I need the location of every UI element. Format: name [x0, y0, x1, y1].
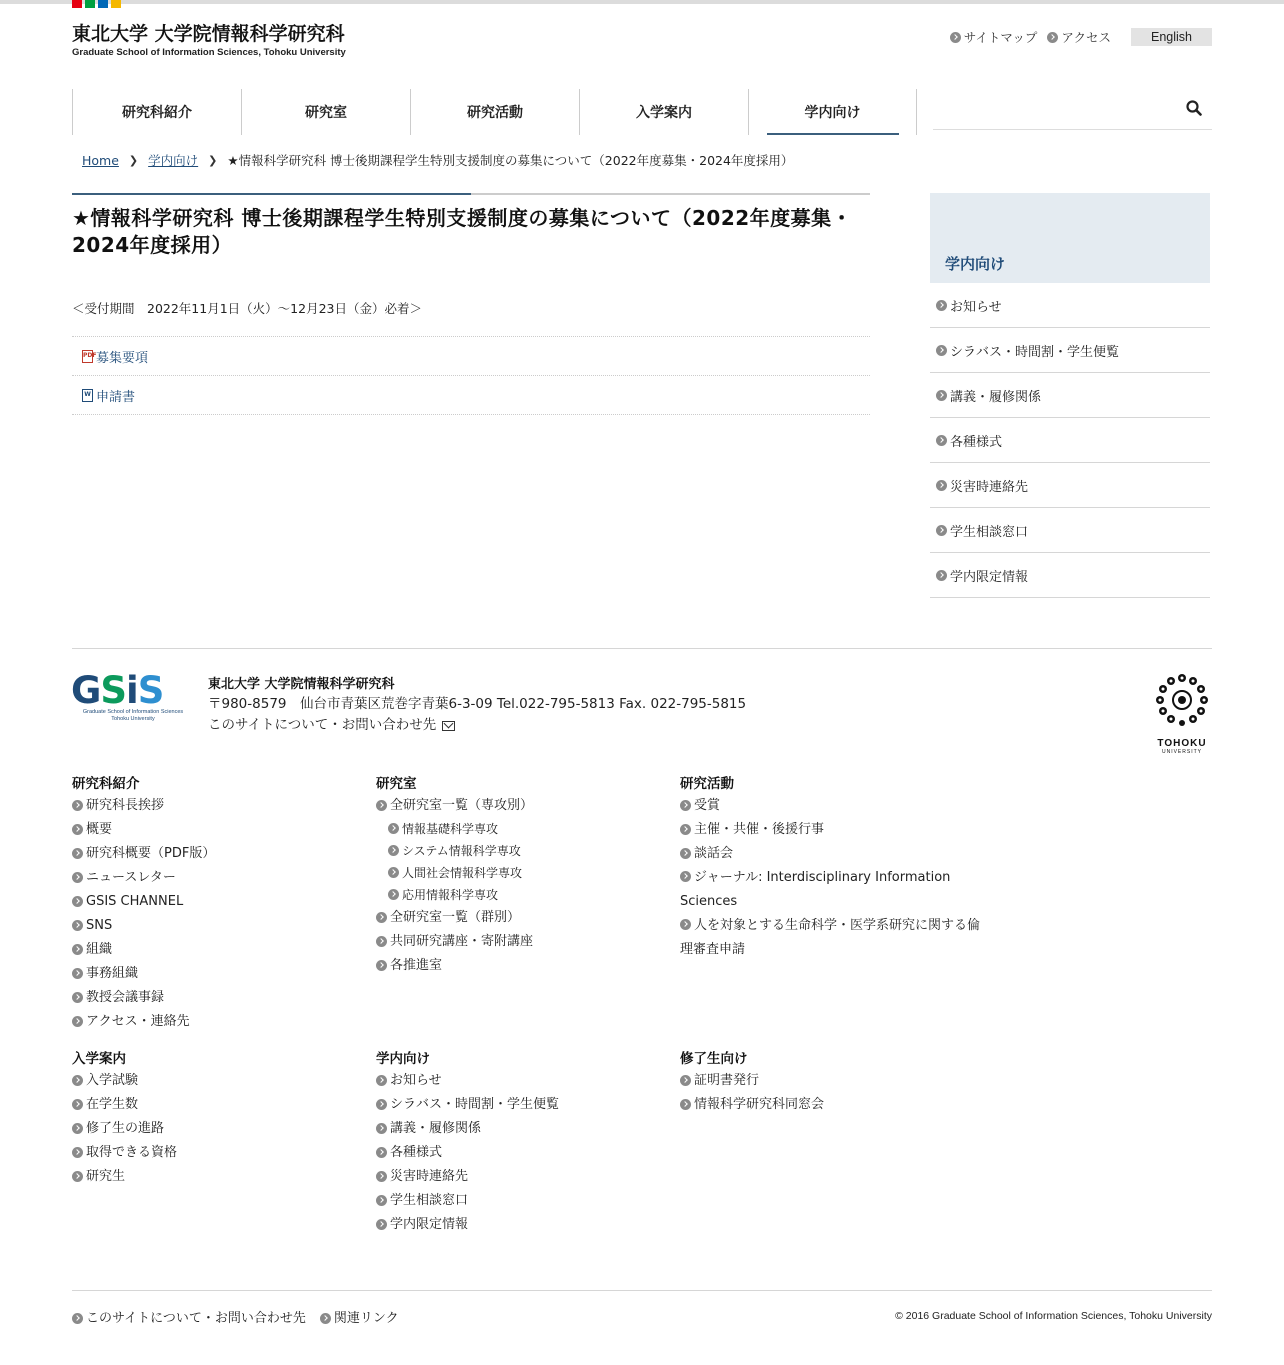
chevron-circle-icon	[72, 1313, 83, 1324]
access-link-label: アクセス	[1061, 30, 1111, 45]
sidebar-item-syllabus[interactable]	[930, 328, 1210, 373]
footer-col-alumni	[680, 1049, 980, 1117]
chevron-circle-icon	[936, 390, 947, 401]
footer-link-label: 研究科長挨拶	[86, 798, 165, 813]
chevron-circle-icon	[72, 824, 83, 835]
color-swatch-green	[85, 0, 95, 8]
footer-sublink[interactable]	[376, 884, 676, 906]
footer-link[interactable]	[72, 1069, 372, 1093]
nav-item-admission[interactable]: 入学案内	[579, 89, 748, 135]
chevron-circle-icon	[388, 889, 399, 900]
mail-icon	[442, 721, 455, 731]
footer-link-label: 各種様式	[390, 1145, 443, 1160]
chevron-circle-icon	[680, 1099, 691, 1110]
chevron-circle-icon	[388, 845, 399, 856]
breadcrumb-parent[interactable]: 学内向け	[148, 153, 199, 168]
footer-link-label: 講義・履修関係	[390, 1121, 482, 1136]
chevron-circle-icon	[72, 1123, 83, 1134]
page-title: ★情報科学研究科 博士後期課程学生特別支援制度の募集について（2022年度募集・2024年度採用）	[72, 206, 853, 257]
footer-link[interactable]	[72, 794, 372, 818]
footer-col-title[interactable]: 研究科紹介	[72, 776, 140, 792]
site-logo-japanese: 東北大学 大学院情報科学研究科	[72, 23, 345, 45]
footer-link[interactable]	[72, 938, 372, 962]
chevron-circle-icon	[376, 1099, 387, 1110]
footer-link-label: 学生相談窓口	[390, 1193, 469, 1208]
sidebar-item-courses[interactable]	[930, 373, 1210, 418]
search-box[interactable]	[933, 89, 1212, 130]
footer-link[interactable]	[72, 1010, 372, 1034]
footer-link-label: 各推進室	[390, 958, 443, 973]
footer-link[interactable]	[680, 794, 980, 818]
footer-link[interactable]	[376, 1189, 676, 1213]
gsis-letter-i: i	[126, 669, 138, 712]
footer-link-label: お知らせ	[390, 1073, 442, 1088]
footer-link[interactable]	[376, 1117, 676, 1141]
chevron-circle-icon	[936, 480, 947, 491]
footer-link-label: 修了生の進路	[86, 1121, 165, 1136]
pdf-icon: PDF	[82, 350, 93, 363]
footer-col-labs	[376, 774, 676, 978]
footer-link[interactable]	[72, 962, 372, 986]
breadcrumb-current: ★情報科学研究科 博士後期課程学生特別支援制度の募集について（2022年度募集・2024年度採用）	[227, 153, 794, 168]
breadcrumb-home[interactable]: Home	[82, 152, 119, 168]
footer-col-title[interactable]: 学内向け	[376, 1051, 430, 1067]
footer-address: 〒980-8579 仙台市青葉区荒巻字青葉6-3-09 Tel.022-795-5813 Fax. 022-795-5815	[208, 696, 747, 712]
bottom-link-about[interactable]	[72, 1307, 306, 1331]
footer-link[interactable]	[72, 986, 372, 1010]
chevron-circle-icon	[376, 912, 387, 923]
chevron-circle-icon	[320, 1313, 331, 1324]
sidebar-item-restricted[interactable]	[930, 553, 1210, 598]
sidebar-item-label: 学内限定情報	[950, 569, 1029, 585]
application-period: ＜受付期間 2022年11月1日（火）～12月23日（金）必着＞	[72, 299, 870, 337]
footer-link-label: 全研究室一覧（群別）	[390, 910, 521, 925]
footer-divider	[72, 648, 1212, 649]
footer-contact-label: このサイトについて・お問い合わせ先	[208, 717, 437, 733]
main-content	[72, 193, 870, 415]
footer-link[interactable]	[72, 1141, 372, 1165]
footer-sublink[interactable]	[376, 840, 676, 862]
footer-col-title[interactable]: 研究活動	[680, 776, 734, 792]
chevron-circle-icon	[388, 823, 399, 834]
footer-link[interactable]	[376, 1165, 676, 1189]
chevron-circle-icon	[72, 1016, 83, 1027]
chevron-circle-icon	[72, 896, 83, 907]
english-button[interactable]: English	[1131, 28, 1212, 46]
sidebar-title[interactable]: 学内向け	[945, 255, 1006, 273]
footer-link-label: 談話会	[694, 846, 734, 861]
chevron-circle-icon	[936, 435, 947, 446]
chevron-right-icon: ❯	[128, 153, 139, 167]
global-nav	[72, 89, 917, 135]
footer-link[interactable]	[72, 1165, 372, 1189]
footer-link[interactable]	[680, 1069, 980, 1093]
gsis-logo-subtitle: Graduate School of Information Sciences	[82, 709, 184, 715]
footer-sublink[interactable]	[376, 818, 676, 840]
sidebar-item-label: お知らせ	[950, 299, 1002, 315]
sidebar-header	[930, 193, 1210, 283]
footer-link[interactable]	[376, 1141, 676, 1165]
access-link[interactable]	[1047, 28, 1111, 46]
chevron-circle-icon	[680, 871, 691, 882]
chevron-circle-icon	[376, 800, 387, 811]
footer-link-label: 人間社会情報科学専攻	[402, 866, 523, 880]
sidebar-item-label: シラバス・時間割・学生便覧	[950, 344, 1120, 360]
footer-link[interactable]	[376, 1069, 676, 1093]
gsis-logo-subtitle-2: Tohoku University	[111, 716, 155, 722]
sidebar-item-label: 学生相談窓口	[950, 524, 1029, 540]
chevron-circle-icon	[72, 848, 83, 859]
site-logo[interactable]	[72, 22, 346, 58]
footer-link[interactable]	[376, 930, 676, 954]
footer-link-label: 研究生	[86, 1169, 126, 1184]
gsis-letter-s: S	[100, 669, 127, 712]
chevron-circle-icon	[72, 992, 83, 1003]
footer-link-label: 災害時連絡先	[390, 1169, 469, 1184]
footer-link[interactable]	[376, 1213, 676, 1237]
footer-link[interactable]	[680, 914, 980, 962]
footer-link-label: アクセス・連絡先	[86, 1014, 190, 1029]
footer-sublink[interactable]	[376, 862, 676, 884]
breadcrumb	[82, 151, 793, 169]
footer-col-title[interactable]: 修了生向け	[680, 1051, 748, 1067]
brand-color-bar	[72, 0, 124, 8]
footer-link-label: 取得できる資格	[86, 1145, 178, 1160]
chevron-circle-icon	[1047, 32, 1058, 43]
nav-item-labs[interactable]: 研究室	[241, 89, 410, 135]
sidebar-item-label: 講義・履修関係	[950, 389, 1042, 405]
nav-item-intro[interactable]: 研究科紹介	[72, 89, 241, 135]
chevron-right-icon: ❯	[208, 153, 218, 167]
bottom-link-label: このサイトについて・お問い合わせ先	[86, 1311, 306, 1326]
footer-link-label: 概要	[86, 822, 113, 837]
chevron-circle-icon	[72, 1099, 83, 1110]
chevron-circle-icon	[936, 570, 947, 581]
chevron-circle-icon	[72, 968, 83, 979]
footer-link-label: 組織	[86, 942, 113, 957]
footer-col-intro	[72, 774, 372, 1034]
chevron-circle-icon	[72, 1171, 83, 1182]
footer-link[interactable]	[72, 890, 372, 914]
chevron-circle-icon	[680, 848, 691, 859]
chevron-circle-icon	[72, 1075, 83, 1086]
footer-link[interactable]	[680, 866, 980, 914]
chevron-circle-icon	[72, 1147, 83, 1158]
sidebar-item-emergency[interactable]	[930, 463, 1210, 508]
footer-link[interactable]	[680, 818, 980, 842]
bottom-divider	[72, 1290, 1212, 1291]
chevron-circle-icon	[936, 300, 947, 311]
footer-link[interactable]	[72, 1093, 372, 1117]
nav-item-internal[interactable]: 学内向け	[748, 89, 917, 135]
footer-link-label: 情報基礎科学専攻	[402, 822, 499, 836]
sidebar	[930, 193, 1210, 598]
chevron-circle-icon	[936, 525, 947, 536]
chevron-circle-icon	[376, 1147, 387, 1158]
sidebar-item-label: 各種様式	[950, 434, 1003, 450]
footer-link-label: 学内限定情報	[390, 1217, 469, 1232]
chevron-circle-icon	[376, 960, 387, 971]
chevron-circle-icon	[72, 800, 83, 811]
document-label: 募集要項	[96, 350, 149, 366]
copyright: © 2016 Graduate School of Information Sciences, Tohoku University	[895, 1310, 1212, 1322]
chevron-circle-icon	[388, 867, 399, 878]
footer-link-label: 入学試験	[86, 1073, 139, 1088]
tohoku-logo-name: TOHOKU	[1157, 738, 1207, 749]
footer-link-label: 情報科学研究科同窓会	[694, 1097, 825, 1112]
footer-link[interactable]	[680, 1093, 980, 1117]
footer-link-label: ニュースレター	[86, 870, 176, 885]
document-link-guidelines[interactable]	[72, 337, 870, 376]
footer-link[interactable]	[376, 794, 676, 818]
chevron-circle-icon	[72, 944, 83, 955]
sitemap-link[interactable]	[950, 28, 1038, 46]
chevron-circle-icon	[376, 1123, 387, 1134]
sidebar-item-forms[interactable]	[930, 418, 1210, 463]
footer-link[interactable]	[376, 1093, 676, 1117]
footer-link[interactable]	[72, 866, 372, 890]
footer-link-label: SNS	[86, 918, 113, 933]
chevron-circle-icon	[376, 1075, 387, 1086]
footer-link-label: ジャーナル: Interdisciplinary Information Sciences	[680, 870, 951, 909]
footer-link[interactable]	[680, 842, 980, 866]
gsis-letter-g: G	[71, 669, 101, 712]
tohoku-wreath-icon	[1153, 672, 1211, 734]
footer-link-label: 研究科概要（PDF版）	[86, 846, 216, 861]
footer-link-label: 教授会議事録	[86, 990, 165, 1005]
footer-link[interactable]	[72, 818, 372, 842]
footer-link-label: 受賞	[694, 798, 721, 813]
footer-col-title[interactable]: 入学案内	[72, 1051, 126, 1067]
sidebar-item-label: 災害時連絡先	[950, 479, 1029, 495]
chevron-circle-icon	[72, 920, 83, 931]
footer-col-internal	[376, 1049, 676, 1237]
chevron-circle-icon	[72, 872, 83, 883]
footer-col-title[interactable]: 研究室	[376, 776, 417, 792]
sidebar-item-counseling[interactable]	[930, 508, 1210, 553]
footer-link[interactable]	[72, 842, 372, 866]
bottom-link-label: 関連リンク	[333, 1311, 399, 1326]
chevron-circle-icon	[950, 32, 961, 43]
chevron-circle-icon	[376, 1219, 387, 1230]
chevron-circle-icon	[376, 1171, 387, 1182]
chevron-circle-icon	[680, 1075, 691, 1086]
footer-link[interactable]	[72, 1117, 372, 1141]
footer-link-label: 応用情報科学専攻	[402, 888, 499, 902]
color-swatch-blue	[98, 0, 108, 8]
sitemap-link-label: サイトマップ	[963, 30, 1038, 45]
footer-link-label: 全研究室一覧（専攻別）	[390, 798, 534, 813]
tohoku-logo-sub: UNIVERSITY	[1161, 749, 1202, 755]
footer-col-admission	[72, 1049, 372, 1189]
footer-link-label: シラバス・時間割・学生便覧	[390, 1097, 560, 1112]
search-icon[interactable]	[1186, 100, 1202, 116]
footer-link-label: 人を対象とする生命科学・医学系研究に関する倫理審査申請	[680, 918, 981, 957]
bottom-link-related[interactable]	[320, 1307, 399, 1331]
chevron-circle-icon	[680, 800, 691, 811]
utility-links	[940, 28, 1212, 46]
document-link-application[interactable]	[72, 376, 870, 415]
top-border-line	[0, 0, 1284, 4]
document-label: 申請書	[96, 389, 136, 405]
footer-contact-link[interactable]	[208, 715, 746, 736]
footer-col-activities	[680, 774, 980, 962]
word-icon: W	[82, 389, 93, 402]
chevron-circle-icon	[376, 1195, 387, 1206]
color-swatch-red	[72, 0, 82, 8]
footer-link[interactable]	[376, 954, 676, 978]
tohoku-university-logo[interactable]	[1150, 672, 1214, 755]
footer-link-label: 共同研究講座・寄附講座	[390, 934, 534, 949]
sidebar-item-news[interactable]	[930, 283, 1210, 328]
footer-link-label: システム情報科学専攻	[402, 844, 521, 858]
color-swatch-yellow	[111, 0, 121, 8]
chevron-circle-icon	[936, 345, 947, 356]
footer-link-label: 在学生数	[86, 1097, 139, 1112]
chevron-circle-icon	[680, 824, 691, 835]
chevron-circle-icon	[680, 919, 691, 930]
gsis-logo[interactable]	[71, 669, 195, 723]
title-divider	[72, 193, 870, 195]
footer-link[interactable]	[376, 906, 676, 930]
site-logo-english: Graduate School of Information Sciences, Tohoku University	[72, 47, 346, 58]
footer-org-name: 東北大学 大学院情報科学研究科	[208, 677, 395, 692]
footer-link-label: GSIS CHANNEL	[86, 894, 184, 909]
chevron-circle-icon	[376, 936, 387, 947]
gsis-letter-s2: S	[137, 669, 164, 712]
nav-item-activities[interactable]: 研究活動	[410, 89, 579, 135]
footer-link-label: 主催・共催・後援行事	[694, 822, 825, 837]
footer-info	[208, 675, 746, 736]
footer-link-label: 事務組織	[86, 966, 139, 981]
bottom-links	[72, 1307, 413, 1331]
footer-link[interactable]	[72, 914, 372, 938]
footer-link-label: 証明書発行	[694, 1073, 760, 1088]
